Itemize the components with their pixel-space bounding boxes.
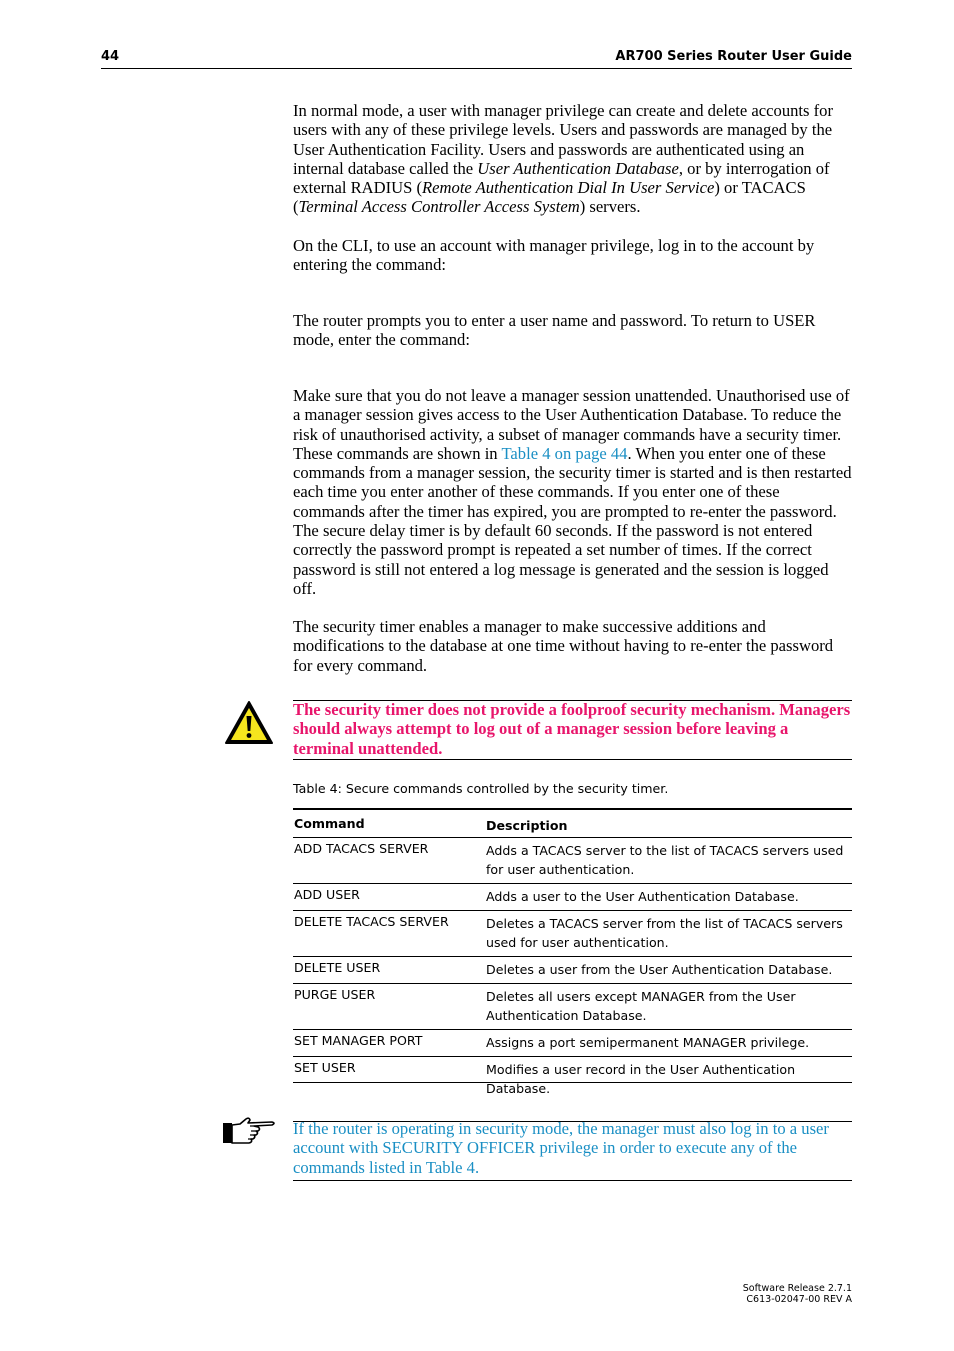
- paragraph-return-to-user: The router prompts you to enter a user name and password. To return to USER mode, enter the command:: [293, 311, 816, 350]
- description-cell: Deletes all users except MANAGER from the User Authentication Database.: [486, 989, 796, 1023]
- caution-text: The security timer does not provide a foolproof security mechanism. Managers should always attempt to log out of a manager session before leaving a terminal unattended.: [293, 700, 851, 758]
- description-cell: Deletes a TACACS server from the list of TACACS servers used for user authentication.: [486, 916, 843, 950]
- document-revision: C613-02047-00 REV A: [746, 1294, 852, 1305]
- description-cell: Deletes a user from the User Authentication Database.: [486, 962, 833, 977]
- table-4-link[interactable]: Table 4 on page 44: [501, 443, 628, 463]
- table-row: [293, 957, 852, 984]
- paragraph-login-command: On the CLI, to use an account with manager privilege, log in to the account by entering the command:: [293, 236, 815, 275]
- description-cell: Adds a user to the User Authentication Database.: [486, 889, 799, 904]
- column-header-command: Command: [294, 816, 365, 831]
- command-cell: ADD TACACS SERVER: [294, 841, 429, 856]
- command-cell: SET USER: [294, 1060, 356, 1075]
- description-cell: Modifies a user record in the User Authentication Database.: [486, 1062, 796, 1096]
- paragraph-security-timer: Make sure that you do not leave a manager session unattended. Unauthorised use of a manager session gives access to the User Authentication Database. To reduce the risk of unauthorised activity, a subset of manager commands have a security timer. These commands are shown in Table 4 on page 44. When you enter one of these commands from a manager session, the security timer is started and is then restarted each time you enter another of these commands. If you enter one of these commands after the timer has expired, you are prompted to re-enter the password. The secure delay timer is by default 60 seconds. If the password is not entered correctly the password prompt is repeated a set number of times. If the correct password is still not entered a log message is generated and the session is logged off.: [293, 386, 852, 598]
- table-row: [293, 1030, 852, 1057]
- table-row: [293, 911, 852, 957]
- command-cell: SET MANAGER PORT: [294, 1033, 423, 1048]
- table-row: [293, 884, 852, 911]
- paragraph-successive-additions: The security timer enables a manager to make successive additions and modifications to the database at one time without having to re-enter the password for every command.: [293, 617, 834, 675]
- table-header-row: [293, 808, 852, 838]
- command-cell: DELETE USER: [294, 960, 381, 975]
- warning-triangle-icon: [224, 700, 274, 746]
- column-header-description: Description: [486, 818, 568, 833]
- description-cell: Assigns a port semipermanent MANAGER privilege.: [486, 1035, 810, 1050]
- note-text: If the router is operating in security mode, the manager must also log in to a user account with SECURITY OFFICER privilege in order to execute any of the commands listed in Table 4.: [293, 1119, 829, 1177]
- page-number: 44: [101, 49, 120, 64]
- table-row: [293, 838, 852, 884]
- table-row: [293, 984, 852, 1030]
- table-row: [293, 1057, 852, 1096]
- note-rule-bottom: [293, 1180, 852, 1181]
- caution-rule-bottom: [293, 759, 852, 760]
- footer: [743, 1283, 852, 1305]
- command-cell: PURGE USER: [294, 987, 376, 1002]
- secure-commands-table: [293, 808, 852, 1096]
- command-cell: ADD USER: [294, 887, 360, 902]
- pointing-hand-icon: [222, 1115, 278, 1145]
- command-cell: DELETE TACACS SERVER: [294, 914, 449, 929]
- description-cell: Adds a TACACS server to the list of TACACS servers used for user authentication.: [486, 843, 844, 877]
- table-caption: Table 4: Secure commands controlled by the security timer.: [293, 781, 669, 796]
- software-release: Software Release 2.7.1: [742, 1283, 852, 1294]
- paragraph-user-authentication: In normal mode, a user with manager privilege can create and delete accounts for users with any of these privilege levels. Users and passwords are managed by the User Authentication Facility. Users and passwords are authenticated using an internal database called the User Authentication Database, or by interrogation of external RADIUS (Remote Authentication Dial In User Service) or TACACS (Terminal Access Controller Access System) servers.: [293, 101, 833, 217]
- guide-title: AR700 Series Router User Guide: [615, 49, 852, 64]
- header-rule: [101, 68, 852, 69]
